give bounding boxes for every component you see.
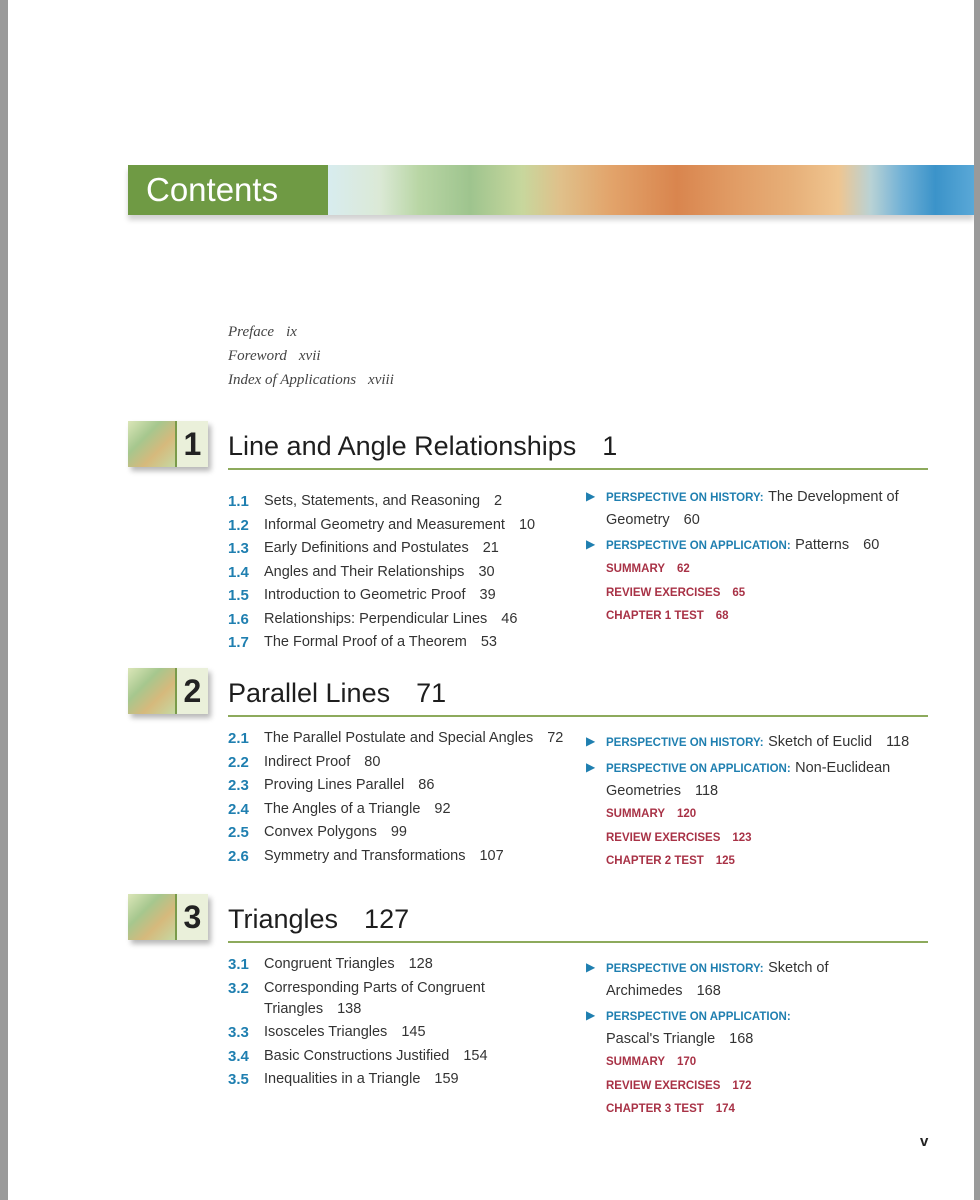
chapter-badge (128, 421, 208, 467)
chapter-test-entry[interactable]: CHAPTER 2 TEST 125 (606, 855, 735, 867)
front-matter-item[interactable]: Index of Applications xviii (228, 372, 394, 388)
section-entry[interactable]: 2.5 Convex Polygons 99 (228, 824, 407, 841)
section-entry[interactable]: 1.6 Relationships: Perpendicular Lines 46 (228, 610, 518, 628)
section-entry[interactable]: 3.2 Corresponding Parts of Congruent Triangles 138 (228, 979, 485, 1017)
chapter-divider (228, 941, 928, 943)
document-page (8, 0, 974, 1200)
chapter-number: 1 (175, 421, 208, 467)
section-entry[interactable]: 1.4 Angles and Their Relationships 30 (228, 563, 495, 581)
section-entry[interactable]: 1.7 The Formal Proof of a Theorem 53 (228, 634, 497, 651)
perspective-application-entry[interactable]: ▶ PERSPECTIVE ON APPLICATION: Non-Euclidean Geometries 118 (586, 757, 931, 802)
section-entry[interactable]: 2.2 Indirect Proof 80 (228, 753, 381, 771)
review-exercises-entry[interactable]: REVIEW EXERCISES 65 (606, 586, 746, 599)
front-matter-item[interactable]: Preface ix (228, 324, 297, 340)
section-entry[interactable]: 1.1 Sets, Statements, and Reasoning 2 (228, 493, 503, 510)
play-arrow-icon: ▶ (586, 759, 596, 774)
page-title: Contents (128, 165, 328, 215)
chapter-test-entry[interactable]: CHAPTER 1 TEST 68 (606, 610, 729, 622)
chapter-title[interactable]: Triangles 127 (228, 904, 410, 934)
page-number: v (920, 1133, 929, 1150)
section-entry[interactable]: 3.1 Congruent Triangles 128 (228, 956, 433, 973)
front-matter-item[interactable]: Foreword xvii (228, 348, 321, 364)
chapter-extras (586, 731, 931, 875)
front-matter-list (228, 320, 394, 392)
play-arrow-icon: ▶ (586, 536, 596, 551)
banner-artwork (328, 165, 974, 215)
chapter-divider (228, 715, 928, 717)
section-entry[interactable]: 2.4 The Angles of a Triangle 92 (228, 800, 451, 818)
section-entry[interactable]: 1.2 Informal Geometry and Measurement 10 (228, 516, 536, 534)
section-entry[interactable]: 3.3 Isosceles Triangles 145 (228, 1024, 426, 1041)
perspective-application-entry[interactable]: ▶ PERSPECTIVE ON APPLICATION: Patterns 60 (586, 534, 931, 557)
play-arrow-icon: ▶ (586, 960, 596, 974)
chapter-number: 2 (175, 668, 208, 714)
play-arrow-icon: ▶ (586, 734, 596, 748)
chapter-divider (228, 468, 928, 470)
chapter-title[interactable]: Line and Angle Relationships 1 (228, 431, 618, 461)
chapter-thumbnail (128, 421, 175, 467)
chapter-extras (586, 486, 931, 630)
chapter-number: 3 (175, 894, 208, 940)
section-entry[interactable]: 1.5 Introduction to Geometric Proof 39 (228, 587, 496, 604)
chapter-extras (586, 957, 836, 1123)
section-entry[interactable]: 2.3 Proving Lines Parallel 86 (228, 777, 435, 794)
section-entry[interactable]: 3.5 Inequalities in a Triangle 159 (228, 1071, 459, 1088)
section-entry[interactable]: 2.1 The Parallel Postulate and Special Angles 72 (228, 730, 564, 747)
section-entry[interactable]: 2.6 Symmetry and Transformations 107 (228, 847, 504, 865)
perspective-history-entry[interactable]: ▶ PERSPECTIVE ON HISTORY: Sketch of Archimedes 168 (586, 957, 836, 1002)
review-exercises-entry[interactable]: REVIEW EXERCISES 123 (606, 831, 752, 844)
section-list (228, 728, 588, 869)
chapter-test-entry[interactable]: CHAPTER 3 TEST 174 (606, 1103, 735, 1115)
summary-entry[interactable]: SUMMARY 170 (606, 1056, 697, 1068)
chapter-badge (128, 668, 208, 714)
summary-entry[interactable]: SUMMARY 62 (606, 563, 690, 575)
chapter-thumbnail (128, 668, 175, 714)
section-entry[interactable]: 3.4 Basic Constructions Justified 154 (228, 1047, 488, 1065)
section-list (228, 954, 528, 1093)
contents-banner (128, 165, 974, 215)
review-exercises-entry[interactable]: REVIEW EXERCISES 172 (606, 1079, 752, 1092)
summary-entry[interactable]: SUMMARY 120 (606, 808, 697, 820)
chapter-thumbnail (128, 894, 175, 940)
play-arrow-icon: ▶ (586, 489, 596, 503)
play-arrow-icon: ▶ (586, 1007, 596, 1022)
perspective-application-entry[interactable]: ▶ PERSPECTIVE ON APPLICATION: Pascal's Triangle 168 (586, 1005, 836, 1050)
perspective-history-entry[interactable]: ▶ PERSPECTIVE ON HISTORY: The Development of Geometry 60 (586, 486, 931, 531)
chapter-badge (128, 894, 208, 940)
section-entry[interactable]: 1.3 Early Definitions and Postulates 21 (228, 540, 499, 557)
chapter-title[interactable]: Parallel Lines 71 (228, 678, 447, 708)
section-list (228, 491, 588, 656)
perspective-history-entry[interactable]: ▶ PERSPECTIVE ON HISTORY: Sketch of Euclid 118 (586, 731, 931, 754)
